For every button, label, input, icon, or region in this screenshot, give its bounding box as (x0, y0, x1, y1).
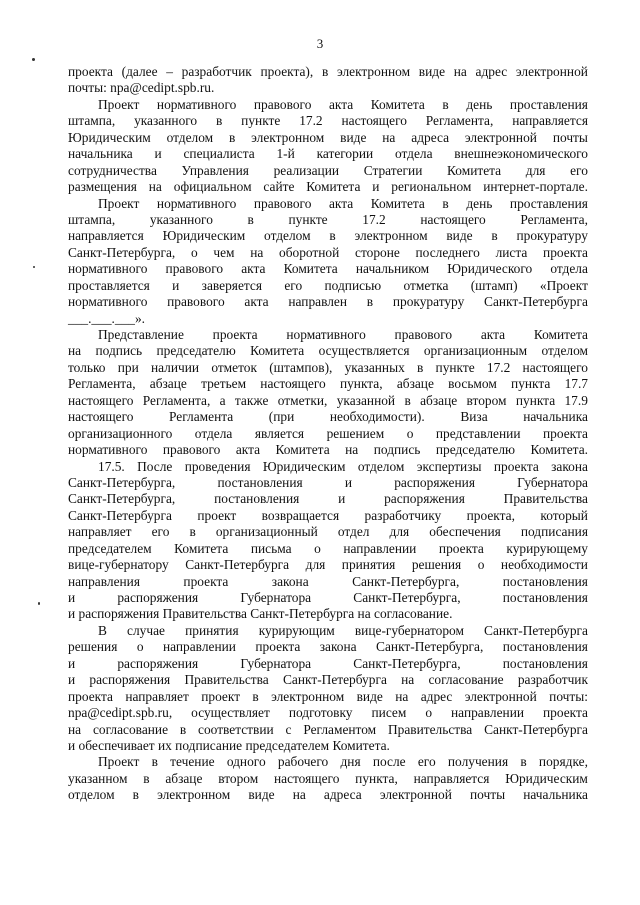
text-line: штампа, указанного в пункте 17.2 настоящего Регламента, направляется (68, 113, 588, 129)
text-line: направляет его в организационный отдел для обеспечения подписания (68, 524, 588, 540)
text-line: только при наличии отметок (штампов), указанных в пункте 17.2 настоящего (68, 359, 588, 375)
scan-speck (32, 58, 35, 61)
text-line: проекта (далее – разработчик проекта), в электронном виде на адрес электронной (68, 64, 588, 79)
text-line: и распоряжения Губернатора Санкт-Петербурга, постановления (68, 655, 588, 671)
text-line: штампа, указанного в пункте 17.2 настоящего Регламента, (68, 211, 588, 227)
text-line: Проект нормативного правового акта Комитета в день проставления (98, 96, 588, 112)
text-line: председателем Комитета письма о направлении проекта курирующему (68, 540, 588, 556)
text-line: на подпись председателю Комитета осуществляется организационным отделом (68, 343, 588, 359)
paragraph (68, 327, 588, 459)
scan-speck (38, 602, 40, 605)
text-line: 17.5. После проведения Юридическим отделом экспертизы проекта закона (98, 458, 588, 474)
text-line: проекта направляет проект в электронном виде на адрес электронной почты: (68, 688, 588, 704)
text-line: npa@cedipt.spb.ru, осуществляет подготовку писем о направлении проекта (68, 705, 588, 721)
text-line: проставляется и заверяется его подписью отметка (штамп) «Проект (68, 277, 588, 293)
text-line: и распоряжения Правительства Санкт-Петербурга на согласование разработчик (68, 672, 588, 688)
text-line: сотрудничества Управления реализации Стратегии Комитета для его (68, 162, 588, 178)
paragraph (68, 196, 588, 328)
scan-speck (33, 266, 35, 268)
text-line: настоящего Регламента, а также отметки, указанной в абзаце втором пункта 17.9 (68, 392, 588, 408)
paragraph (68, 754, 588, 803)
text-line: размещения на официальном сайте Комитета и региональном интернет-портале. (68, 179, 588, 195)
text-line: Санкт-Петербурга, постановления и распоряжения Правительства (68, 491, 588, 507)
text-line: и распоряжения Губернатора Санкт-Петербурга, постановления (68, 590, 588, 605)
text-line: Санкт-Петербурга, о чем на оборотной стороне последнего листа проекта (68, 244, 588, 260)
paragraph (68, 459, 588, 623)
text-line: решения о направлении проекта закона Санкт-Петербурга, постановления (68, 639, 588, 655)
text-line: на согласование в соответствии с Регламентом Правительства Санкт-Петербурга (68, 721, 588, 737)
text-line: Проект нормативного правового акта Комитета в день проставления (98, 195, 588, 211)
paragraph (68, 64, 588, 97)
text-line: организационного отдела является решением о представлении проекта (68, 425, 588, 441)
text-line: ___.___.___». (68, 310, 145, 326)
text-line: Санкт-Петербурга проект возвращается разработчику проекта, который (68, 507, 588, 523)
text-line: начальника и специалиста 1-й категории отдела внешнеэкономического (68, 146, 588, 162)
text-line: настоящего Регламента (при необходимости). Виза начальника (68, 409, 588, 425)
text-line: В случае принятия курирующим вице-губернатором Санкт-Петербурга (98, 622, 588, 638)
text-line: почты: npa@cedipt.spb.ru. (68, 80, 215, 96)
text-line: Регламента, абзаце третьем настоящего пункта, абзаце восьмом пункта 17.7 (68, 376, 588, 392)
text-line: Санкт-Петербурга, постановления и распоряжения Губернатора (68, 474, 588, 490)
text-line: указанном в абзаце втором настоящего пункта, направляется Юридическим (68, 770, 588, 786)
paragraph (68, 623, 588, 755)
text-line: нормативного правового акта Комитета начальником Юридического отдела (68, 261, 588, 277)
document-body (68, 64, 588, 804)
text-line: и распоряжения Правительства Санкт-Петербурга на согласование. (68, 606, 453, 622)
text-line: нормативного правового акта Комитета на подпись председателю Комитета. (68, 442, 588, 458)
text-line: Юридическим отделом в электронном виде на адреса электронной почты (68, 129, 588, 145)
text-line: и обеспечивает их подписание председателем Комитета. (68, 737, 390, 753)
text-line: Проект в течение одного рабочего дня после его получения в порядке, (98, 754, 588, 770)
text-line: вице-губернатору Санкт-Петербурга для принятия решения о необходимости (68, 557, 588, 573)
paragraph (68, 97, 588, 196)
text-line: нормативного правового акта направлен в прокуратуру Санкт-Петербурга (68, 294, 588, 310)
text-line: направляется Юридическим отделом в электронном виде в прокуратуру (68, 228, 588, 244)
text-line: направления проекта закона Санкт-Петербурга, постановления (68, 573, 588, 589)
text-line: отделом в электронном виде на адреса электронной почты начальника (68, 787, 588, 803)
text-line: Представление проекта нормативного правового акта Комитета (98, 327, 588, 342)
page-number: 3 (316, 36, 324, 51)
